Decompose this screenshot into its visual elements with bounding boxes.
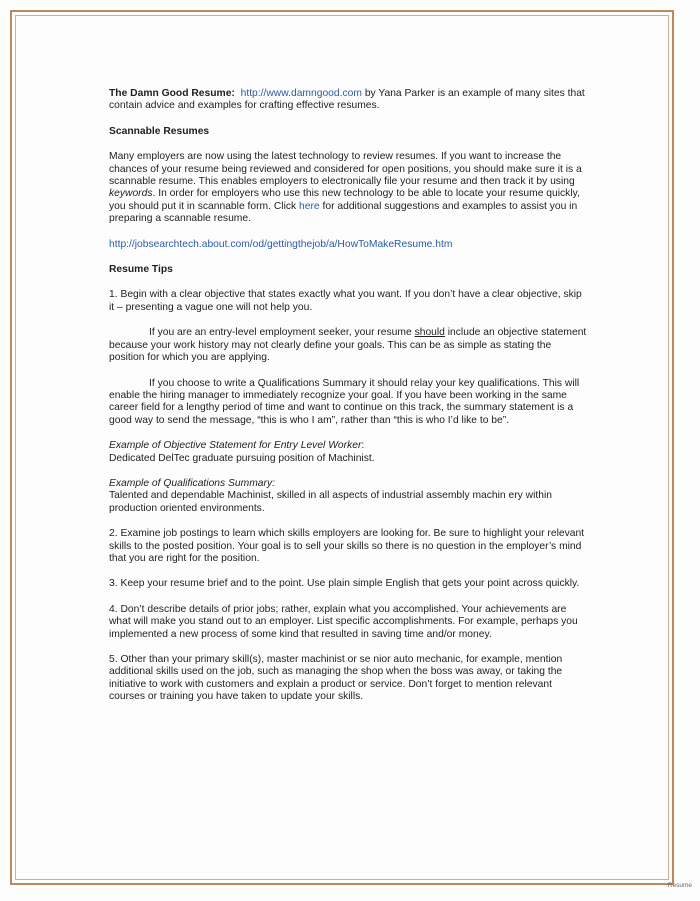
resume-tips-heading: Resume Tips <box>109 264 173 276</box>
example-qualifications-text: Talented and dependable Machinist, skilled in all aspects of industrial assembly machin ery within production oriented environments. <box>109 490 553 514</box>
tip-1: 1. Begin with a clear objective that states exactly what you want. If you don’t have a clear objective, skip it – presenting a vague one will not help you. <box>109 289 582 313</box>
intro-text: by Yana Parker is an example of many sites that contain advice and examples for crafting effective resumes. <box>109 88 585 112</box>
example-objective-text: Dedicated DelTec graduate pursuing position of Machinist. <box>109 452 375 464</box>
example-qualifications-label: Example of Qualifications Summary: <box>109 477 275 489</box>
damngood-link[interactable]: http://www.damngood.com <box>240 88 362 99</box>
scannable-text-3: for additional suggestions and examples to assist you in preparing a scannable resume. <box>109 200 578 225</box>
tip-2: 2. Examine job postings to learn which skills employers are looking for. Be sure to highlight your relevant skills to the posted position. Your goal is to sell your skills so there is no question in the employer’s mind that you are right for the position. <box>109 528 585 564</box>
footer-label: Resume <box>667 882 692 889</box>
example-objective-label: Example of Objective Statement for Entry Level Worker: <box>109 440 365 452</box>
should-underline: should <box>414 327 445 339</box>
jobsearchtech-link[interactable]: http://jobsearchtech.about.com/od/gettingthejob/a/HowToMakeResume.htm <box>109 238 453 250</box>
tip-4: 4. Don’t describe details of prior jobs; rather, explain what you accomplished. Your achievements are what will make you stand out to an employer. List specific accomplishments. For example, perhaps you implemented a new process of some kind that resulted in saving time and/or money. <box>109 603 578 640</box>
scannable-text-1: Many employers are now using the latest technology to review resumes. If you want to increase the chances of your resume being reviewed and considered for open positions, you should make sure it is a scannable resume. This enables employers to electronically file your resume and then track it by using <box>109 151 582 188</box>
tip-3: 3. Keep your resume brief and to the point. Use plain simple English that gets your point across quickly. <box>109 578 580 590</box>
qualifications-paragraph: If you choose to write a Qualifications Summary it should relay your key qualifications. This will enable the hiring manager to immediately recognize your goal. If you have been working in the same career field for a lengthy period of time and want to continue on this track, the summary statement is a good way to send the message, “this is who I am”, rather than “this is who I’d like to be”. <box>109 377 580 426</box>
scannable-heading: Scannable Resumes <box>109 125 210 137</box>
keywords-emphasis: keywords <box>109 188 153 200</box>
entry-text-1: If you are an entry-level employment seeker, your resume <box>149 327 415 339</box>
entry-text-2: include an objective statement because your work history may not clearly define your goals. This can be as simple as stating the position for which you are applying. <box>109 327 587 364</box>
intro-title: The Damn Good Resume: <box>109 88 235 99</box>
document-body <box>109 88 589 704</box>
here-link[interactable]: here <box>299 200 320 212</box>
entry-level-paragraph <box>109 327 589 364</box>
scannable-text-2: . In order for employers who use this new technology to be able to locate your resume quickly, you should put it in scannable form. Click <box>109 188 580 212</box>
example-objective-label-text: Example of Objective Statement for Entry Level Worker <box>109 440 362 452</box>
tip-5: 5. Other than your primary skill(s), master machinist or se nior auto mechanic, for example, mention additional skills used on the job, such as managing the shop when the boss was away, or taking the initiative to work with customers and explain a product or service. Don’t forget to mention relevant courses or training you have taken to update your skills. <box>109 654 563 703</box>
scannable-paragraph <box>109 151 589 225</box>
intro-paragraph <box>109 88 589 113</box>
